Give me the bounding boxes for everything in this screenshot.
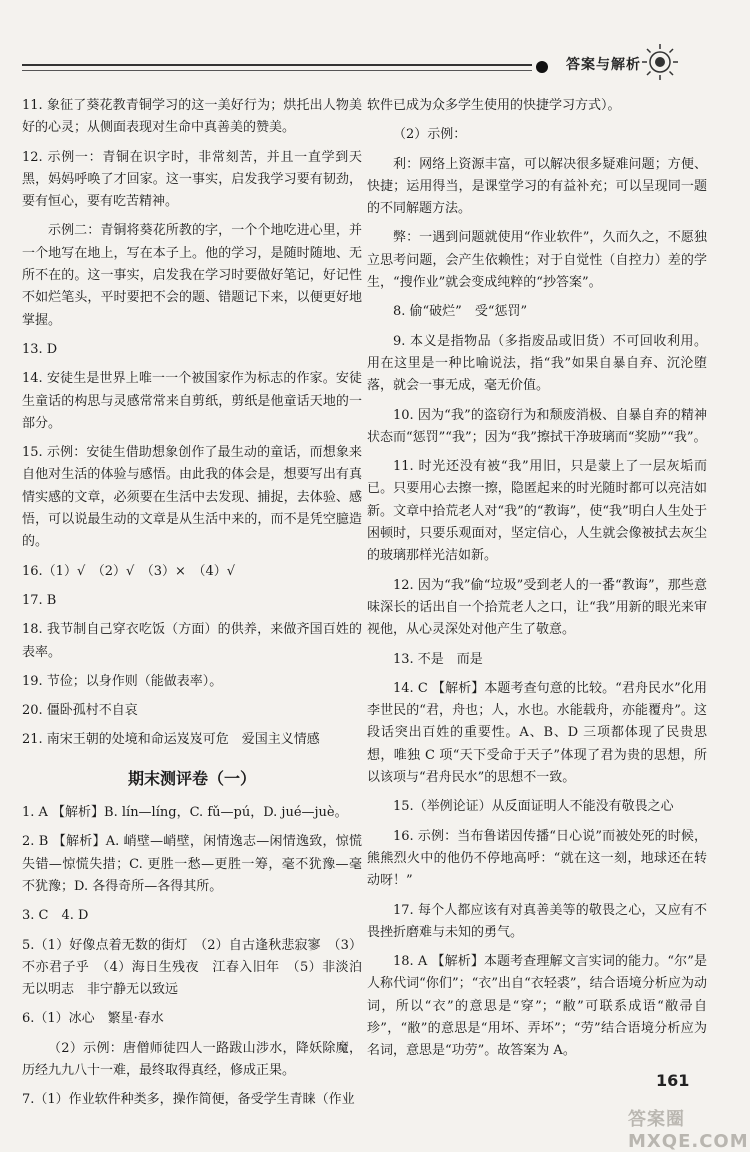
answer-paragraph: 15. 示例：安徒生借助想象创作了最生动的童话，而想象来自他对生活的体验与感悟。由此我的体会是，想要写出有真情实感的文章，必须要在生活中去发现、捕捉，去体验、感悟，可以说最生动的文章是从生活中来的，而不是凭空臆造的。 (22, 445, 362, 550)
answer-paragraph: 示例二：青铜将葵花所教的字，一个个地吃进心里，并一个地写在地上，写在本子上。他的学习，是随时随地、无所不在的。这一事实，启发我在学习时要做好笔记，好记性不如烂笔头，平时要把不会的题、错题记下来，以便更好地掌握。 (22, 223, 362, 328)
answer-paragraph: 5.（1）好像点着无数的街灯 （2）自古逢秋悲寂寥 （3）不亦君子乎 （4）海日生残夜 江春入旧年 （5）非淡泊无以明志 非宁静无以致远 (22, 937, 362, 998)
header-rule-thick (22, 64, 532, 66)
answer-paragraph: 21. 南宋王朝的处境和命运岌岌可危 爱国主义情感 (22, 732, 320, 748)
header-title: 答案与解析 (566, 57, 641, 73)
answer-paragraph: 13. 不是 而是 (393, 651, 483, 667)
answer-paragraph: 10. 因为“我”的盗窃行为和颓废消极、自暴自弃的精神状态而“惩罚”“我”；因为“我”擦拭干净玻璃而“奖励”“我”。 (367, 407, 707, 445)
answer-paragraph: 16.（1）√ （2）√ （3）× （4）√ (22, 563, 236, 579)
answer-paragraph: 15.（举例论证）从反面证明人不能没有敬畏之心 (393, 799, 674, 815)
answer-paragraph: 14. C 【解析】本题考查句意的比较。“君舟民水”化用李世民的“君，舟也；人，水也。水能载舟，亦能覆舟”。这段话突出百姓的重要性。A、B、D 三项都体现了民贵思想，唯独 C 项“天下受命于天子”体现了君为贵的思想，所以该项与“君舟民水”的思想不一致。 (367, 680, 707, 786)
answer-paragraph: 13. D (22, 341, 58, 357)
answer-paragraph: 2. B 【解析】A. 峭壁—峭壁，闲情逸志—闲情逸致，惊慌失错—惊慌失措；C. 更胜一愁—更胜一筹，毫不犹豫—毫不犹豫；D. 各得奇所—各得其所。 (22, 834, 362, 894)
watermark: 答案圈 MXQE.COM (628, 1109, 749, 1152)
answer-paragraph: 11. 时光还没有被“我”用旧，只是蒙上了一层灰垢而已。只要用心去擦一擦，隐匿起来的时光随时都可以亮洁如新。文章中拾荒老人对“我”的“教诲”，使“我”明白人生处于困顿时，只要乐观面对，坚定信心，人生就会像被拭去灰尘的玻璃那样光洁如新。 (367, 459, 707, 564)
answer-paragraph: 弊：一遇到问题就使用“作业软件”，久而久之，不愿独立思考问题，会产生依赖性；对于自觉性（自控力）差的学生，“搜作业”就会变成纯粹的“抄答案”。 (367, 230, 707, 291)
answer-paragraph: 18. A 【解析】本题考查理解文言实词的能力。“尔”是人称代词“你们”；“衣”出自“衣轻裘”，结合语境分析应为动词，所以“衣”的意思是“穿”；“敝”可联系成语“敝帚自珍”，“敝”的意思是“用坏、弄坏”；“劳”结合语境分析应为名词，意思是“功劳”。故答案为 A。 (367, 954, 707, 1059)
answer-paragraph: 7.（1）作业软件种类多，操作简便，备受学生青睐（作业 (22, 1092, 355, 1108)
answer-paragraph: 6.（1）冰心 繁星·春水 (22, 1011, 164, 1027)
answer-paragraph: 14. 安徒生是世界上唯一一个被国家作为标志的作家。安徒生童话的构思与灵感常常来自剪纸，剪纸是他童话天地的一部分。 (22, 371, 362, 431)
answer-paragraph: 11. 象征了葵花教青铜学习的这一美好行为；烘托出人物美好的心灵；从侧面表现对生命中真善美的赞美。 (22, 98, 362, 136)
answer-paragraph: 12. 因为“我”偷“垃圾”受到老人的一番“教诲”，那些意味深长的话出自一个拾荒老人之口，让“我”用新的眼光来审视他，从心灵深处对他产生了敬意。 (367, 577, 707, 638)
answer-paragraph: 19. 节俭；以身作则（能做表率）。 (22, 673, 223, 689)
answer-paragraph: 软件已成为众多学生使用的快捷学习方式）。 (367, 98, 621, 113)
answer-paragraph: 20. 僵卧孤村不自哀 (22, 703, 138, 719)
answer-paragraph: 3. C 4. D (22, 908, 89, 924)
sun-emblem-icon (640, 42, 680, 82)
answer-paragraph: 16. 示例：当布鲁诺因传播“日心说”而被处死的时候，熊熊烈火中的他仍不停地高呼：“就在这一刻，地球还在转动呀！” (367, 828, 707, 889)
answer-paragraph: （2）示例： (393, 127, 467, 143)
section-title: 期末测评卷（一） (127, 768, 256, 788)
left-column (22, 95, 362, 1119)
answer-paragraph: 17. B (22, 592, 57, 608)
page-header (0, 0, 750, 95)
answer-paragraph: 1. A 【解析】B. lín—líng，C. fǔ—pú，D. jué—juè。 (22, 805, 348, 821)
header-rule-thin (22, 70, 532, 71)
answer-paragraph: 18. 我节制自己穿衣吃饭（方面）的供养，来做齐国百姓的表率。 (22, 622, 362, 660)
answer-paragraph: 17. 每个人都应该有对真善美等的敬畏之心，又应有不畏挫折磨难与未知的勇气。 (367, 902, 707, 940)
answer-paragraph: 9. 本义是指物品（多指废品或旧货）不可回收利用。用在这里是一种比喻说法，指“我”如果自暴自弃、沉沦堕落，就会一事无成，毫无价值。 (367, 333, 707, 394)
answer-paragraph: 利：网络上资源丰富，可以解决很多疑难问题；方便、快捷；运用得当，是课堂学习的有益补充；可以呈现同一题的不同解题方法。 (367, 156, 707, 217)
page-number: 161 (656, 1071, 690, 1090)
answer-paragraph: 12. 示例一：青铜在识字时，非常刻苦，并且一直学到天黑，妈妈呼唤了才回家。这一事实，启发我学习要有韧劲，要有恒心，要有吃苦精神。 (22, 149, 362, 210)
answer-paragraph: （2）示例：唐僧师徒四人一路跋山涉水，降妖除魔，历经九九八十一难，最终取得真经，修成正果。 (22, 1040, 362, 1078)
right-column (367, 95, 707, 1070)
answer-paragraph: 8. 偷“破烂” 受“惩罚” (393, 304, 528, 320)
header-bullet-icon (536, 61, 548, 73)
